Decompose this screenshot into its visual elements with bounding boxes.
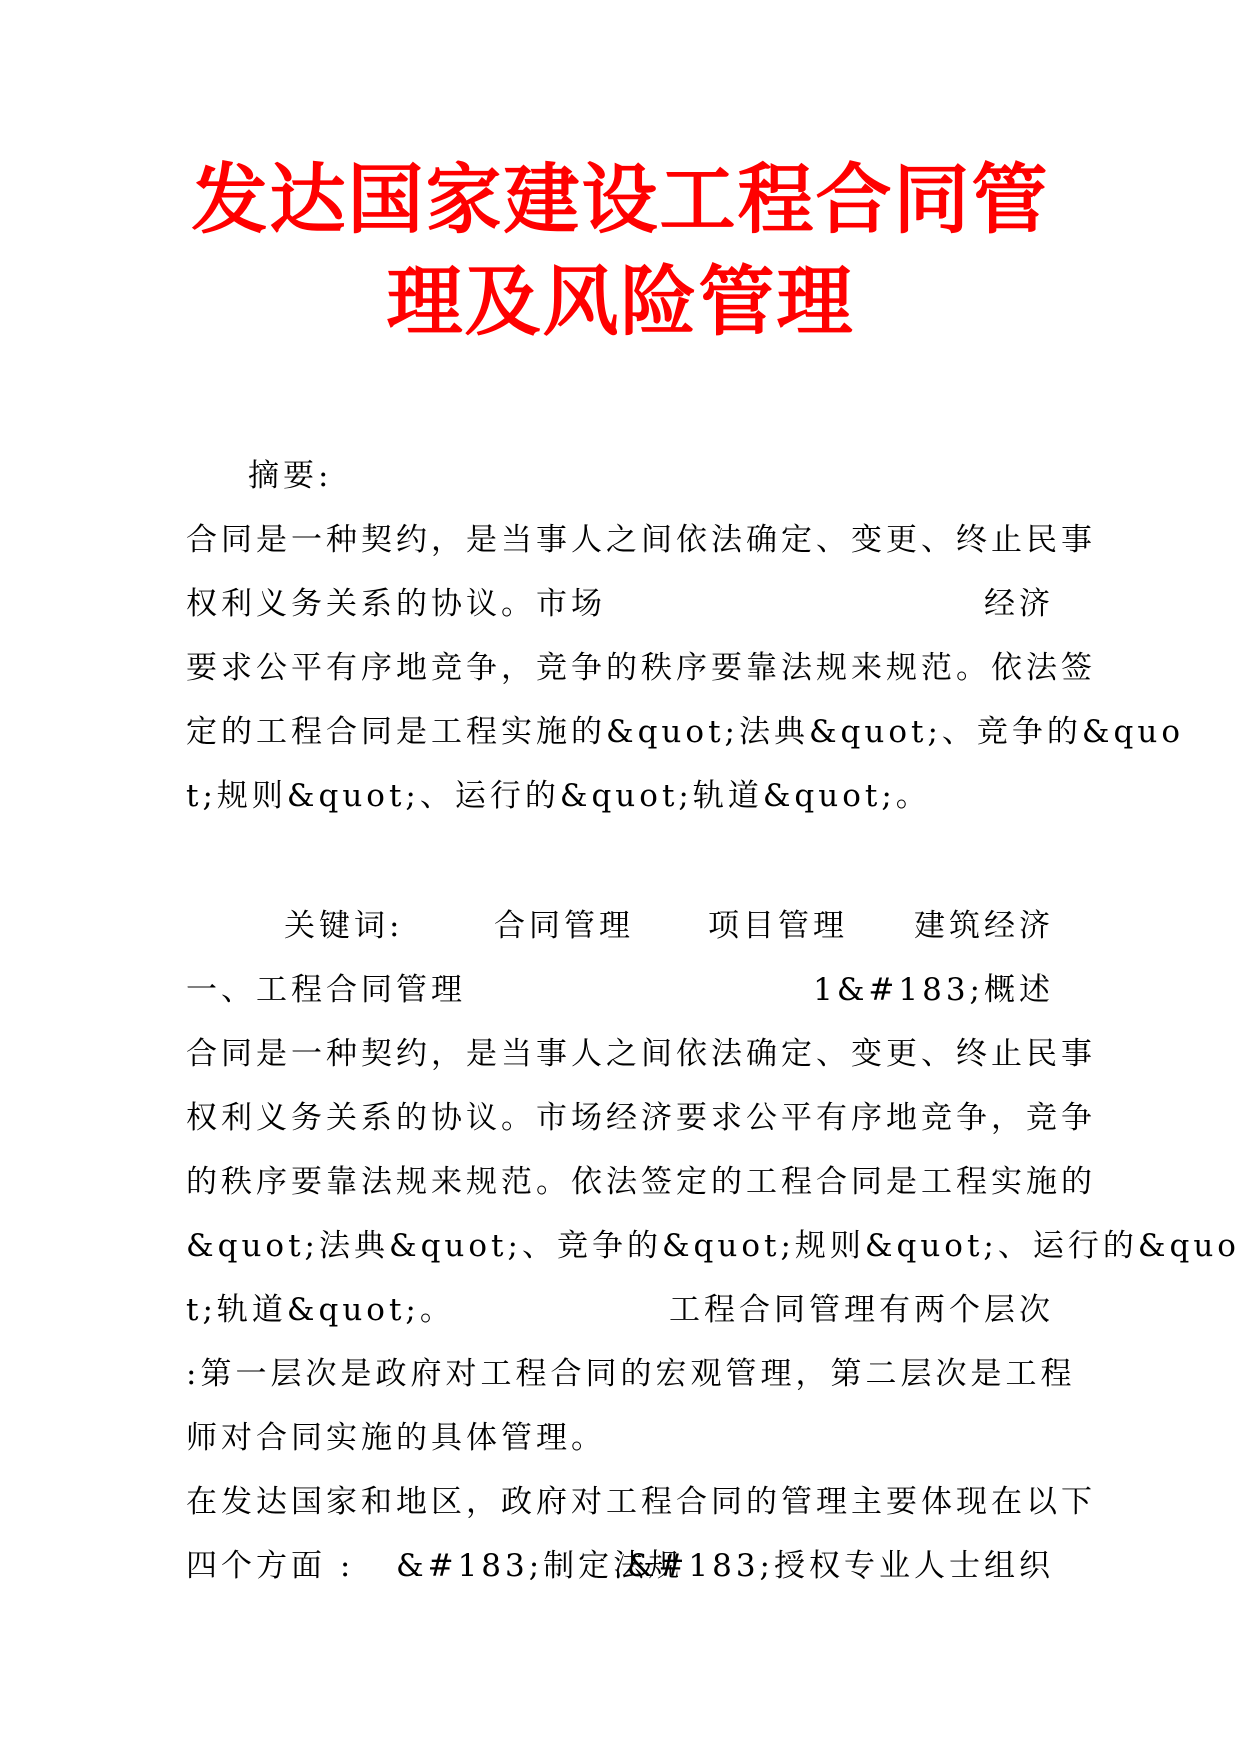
keywords-line [186, 896, 1054, 956]
paragraph-text: 四个方面 : [186, 1548, 355, 1584]
keyword-item: 建筑经济 [914, 908, 1054, 944]
keyword-item: 合同管理 [494, 908, 634, 944]
abstract-line: 要求公平有序地竞争，竞争的秩序要靠法规来规范。依法签 [186, 650, 1096, 686]
section-subheading: 1&#183;概述 [813, 972, 1054, 1008]
paragraph-line [186, 1280, 1054, 1340]
paragraph-text: &#183;授权专业人士组织 [626, 1548, 1054, 1584]
paragraph-line: 的秩序要靠法规来规范。依法签定的工程合同是工程实施的 [186, 1164, 1096, 1200]
paragraph-text: 工程合同管理有两个层次 [669, 1292, 1054, 1328]
abstract-line [186, 510, 1096, 570]
paragraph-line: 权利义务关系的协议。市场经济要求公平有序地竞争，竞争 [186, 1100, 1096, 1136]
paragraph-line: 在发达国家和地区，政府对工程合同的管理主要体现在以下 [186, 1484, 1096, 1520]
abstract-text: 经济 [984, 586, 1054, 622]
abstract-text: 合同是一种契约，是当事人之间依法确定、变更、终止民事 [186, 522, 1096, 558]
document-title-line-1: 发达国家建设工程合同管 [191, 155, 1050, 244]
abstract-line: 定的工程合同是工程实施的&quot;法典&quot;、竞争的&quo [186, 714, 1185, 750]
abstract-line: t;规则&quot;、运行的&quot;轨道&quot;。 [186, 778, 931, 814]
abstract-label: 摘要: [248, 458, 333, 494]
abstract-line [186, 574, 1054, 634]
paragraph-line: 师对合同实施的具体管理。 [186, 1420, 606, 1456]
section-heading-line [186, 960, 1054, 1020]
abstract-text: 权利义务关系的协议。市场 [186, 586, 606, 622]
paragraph-text: t;轨道&quot;。 [186, 1292, 455, 1328]
keywords-label: 关键词: [284, 908, 404, 944]
keyword-item: 项目管理 [708, 908, 848, 944]
section-heading: 一、工程合同管理 [186, 972, 466, 1008]
paragraph-line: :第一层次是政府对工程合同的宏观管理，第二层次是工程 [186, 1356, 1076, 1392]
paragraph-line: 合同是一种契约，是当事人之间依法确定、变更、终止民事 [186, 1036, 1096, 1072]
document-title-line-2: 理及风险管理 [386, 257, 855, 346]
paragraph-line: &quot;法典&quot;、竞争的&quot;规则&quot;、运行的&quo [186, 1228, 1240, 1264]
paragraph-text: &#183;制定法规 [396, 1548, 684, 1584]
paragraph-line [186, 1536, 1054, 1596]
